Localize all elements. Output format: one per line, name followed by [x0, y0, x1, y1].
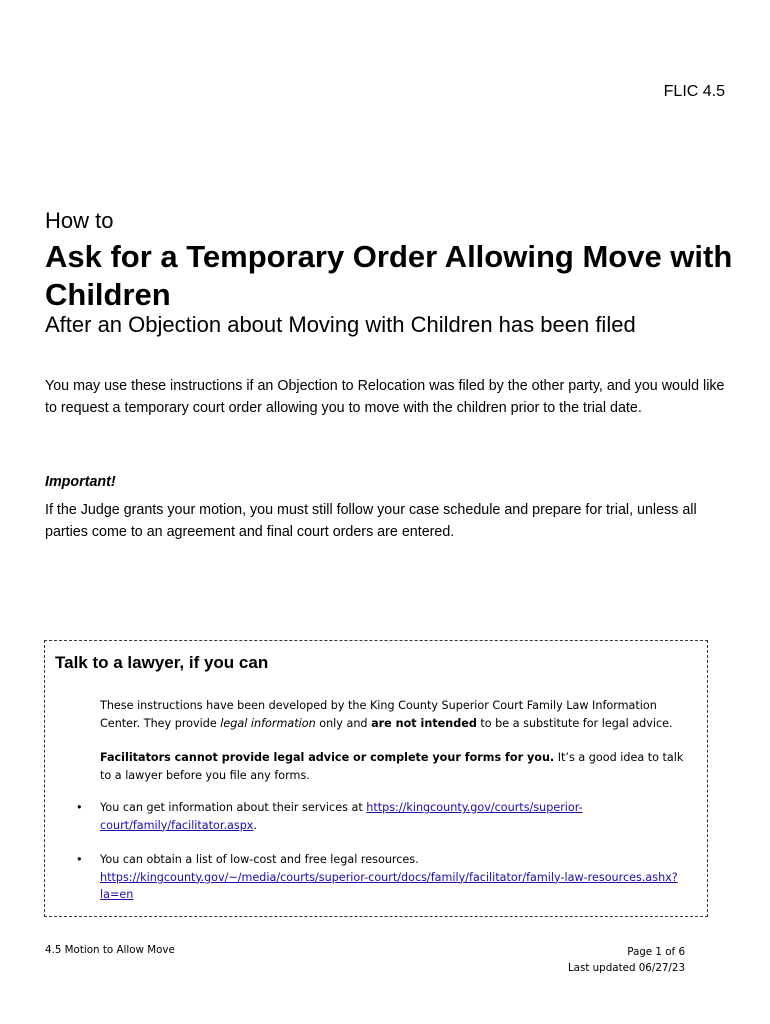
legal-resources-link[interactable]: https://kingcounty.gov/~/media/courts/superior-court/docs/family/facilitator/family-law-resources.ashx?la=en: [100, 870, 678, 901]
disclaimer-text-3: to be a substitute for legal advice.: [476, 716, 673, 730]
how-to-label: How to: [45, 208, 114, 233]
page-number: Page 1 of 6: [627, 946, 685, 958]
list-item: [76, 851, 690, 904]
facilitator-text: It’s a good idea to talk to a lawyer before you file any forms.: [100, 751, 684, 782]
footer-page-info: [568, 944, 685, 976]
bullet-end: .: [253, 818, 257, 832]
disclaimer-paragraph: [100, 697, 690, 732]
important-heading: Important!: [45, 474, 116, 490]
lawyer-box-heading: Talk to a lawyer, if you can: [55, 653, 269, 672]
disclaimer-italic: legal information: [220, 716, 316, 730]
footer-doc-name: 4.5 Motion to Allow Move: [45, 944, 175, 956]
facilitator-bold: Facilitators cannot provide legal advice or complete your forms for you.: [100, 751, 555, 764]
last-updated: Last updated 06/27/23: [567, 962, 685, 974]
page-subtitle: After an Objection about Moving with Children has been filed: [45, 312, 636, 337]
disclaimer-bold: are not intended: [371, 716, 477, 730]
intro-paragraph: You may use these instructions if an Objection to Relocation was filed by the other party, and you would like to request a temporary court order allowing you to move with the children prior to the trial date.: [45, 378, 725, 416]
facilitator-link[interactable]: https://kingcounty.gov/courts/superior-court/family/facilitator.aspx: [100, 801, 583, 832]
form-code: FLIC 4.5: [663, 83, 725, 100]
bullet-text: You can obtain a list of low-cost and free legal resources.: [100, 853, 419, 866]
bullet-icon: •: [76, 801, 83, 814]
facilitator-paragraph: [100, 749, 690, 784]
page-title: Ask for a Temporary Order Allowing Move with Children: [45, 239, 733, 312]
disclaimer-text-2: only and: [315, 716, 372, 730]
important-paragraph: If the Judge grants your motion, you must still follow your case schedule and prepare for trial, unless all parties come to an agreement and final court orders are entered.: [45, 502, 697, 540]
talk-to-lawyer-box: [44, 640, 708, 917]
list-item: [76, 799, 690, 834]
bullet-icon: •: [76, 853, 83, 866]
bullet-text: You can get information about their services at: [100, 801, 367, 814]
disclaimer-text-1: These instructions have been developed by the King County Superior Court Family Law Information Center. They provide: [100, 699, 657, 730]
